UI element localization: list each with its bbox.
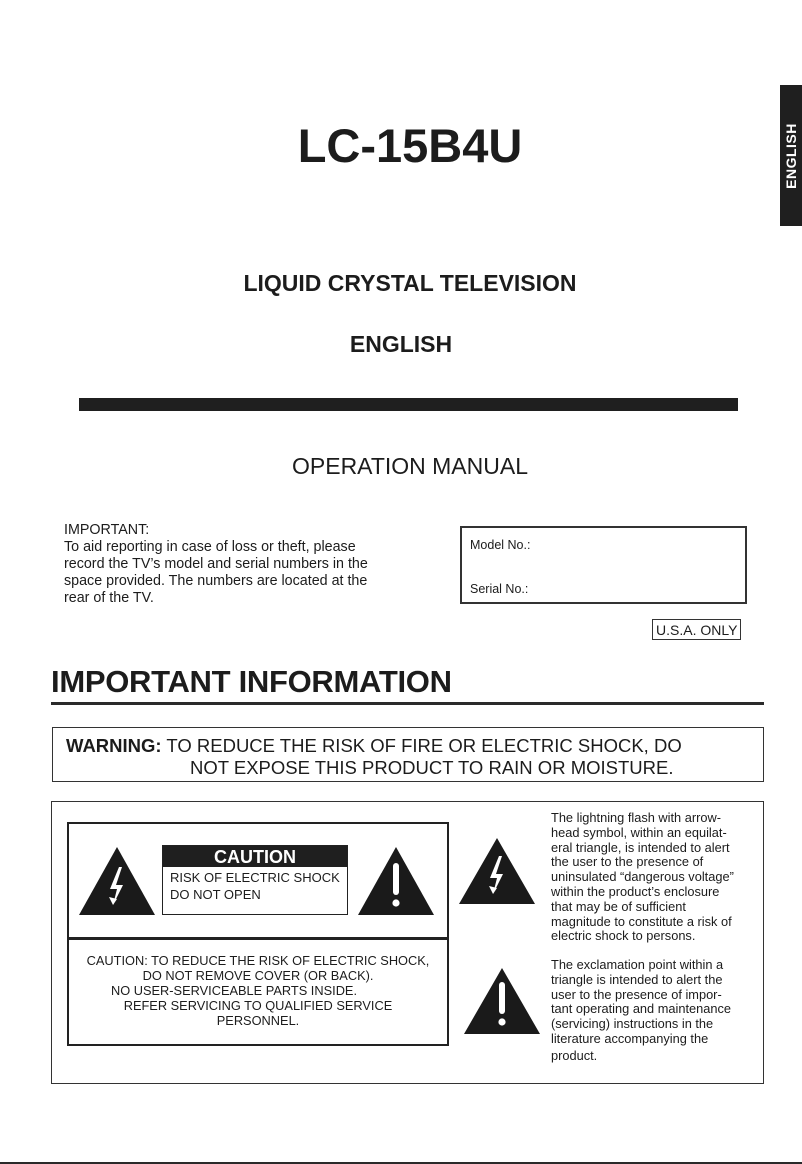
caution-instruction-line: CAUTION: TO REDUCE THE RISK OF ELECTRIC SHOCK,: [86, 953, 430, 968]
caution-label-header: CAUTION: [163, 846, 347, 867]
cover-divider-bar: [79, 398, 738, 411]
description-line: uninsulated “dangerous voltage”: [551, 869, 734, 885]
warning-line-1: [66, 735, 682, 757]
warning-label: WARNING:: [66, 735, 162, 756]
region-badge: U.S.A. ONLY: [652, 619, 741, 640]
warning-text-1: TO REDUCE THE RISK OF FIRE OR ELECTRIC SHOCK, DO: [161, 735, 682, 756]
important-note-line: To aid reporting in case of loss or theft, please: [64, 539, 356, 555]
description-line: user to the presence of impor-: [551, 986, 722, 1002]
description-line: head symbol, within an equilat-: [551, 824, 727, 840]
caution-panel-divider: [67, 937, 449, 940]
language-heading: ENGLISH: [349, 331, 453, 357]
caution-instruction-line: PERSONNEL.: [216, 1013, 300, 1028]
model-number-title: LC-15B4U: [297, 119, 523, 172]
caution-instruction-line: REFER SERVICING TO QUALIFIED SERVICE: [123, 998, 393, 1013]
exclamation-symbol-description: [551, 958, 761, 1064]
caution-instruction-line: DO NOT REMOVE COVER (OR BACK).: [142, 968, 374, 983]
important-note-line: rear of the TV.: [64, 590, 154, 606]
description-line: product.: [551, 1047, 598, 1063]
description-line: (servicing) instructions in the: [551, 1016, 714, 1032]
lightning-triangle-icon: [457, 836, 537, 906]
description-line: the user to the presence of: [551, 854, 704, 870]
important-note-line: record the TV’s model and serial numbers in the: [64, 556, 368, 572]
warning-text-2: NOT EXPOSE THIS PRODUCT TO RAIN OR MOISTURE.: [190, 757, 674, 778]
description-line: electric shock to persons.: [551, 928, 696, 944]
caution-instruction-line: NO USER-SERVICEABLE PARTS INSIDE.: [110, 983, 358, 998]
description-line: The lightning flash with arrow-: [551, 810, 721, 825]
description-line: magnitude to constitute a risk of: [551, 913, 732, 929]
description-line: tant operating and maintenance: [551, 1001, 731, 1017]
lightning-triangle-icon: [77, 845, 157, 917]
caution-instructions: [70, 953, 446, 1028]
caution-label-line: RISK OF ELECTRIC SHOCK: [170, 870, 340, 885]
model-number-label: Model No.:: [470, 538, 531, 552]
description-line: eral triangle, is intended to alert: [551, 839, 730, 855]
record-box: [460, 526, 747, 604]
exclamation-triangle-icon: [462, 966, 542, 1036]
section-rule: [51, 702, 764, 705]
description-line: literature accompanying the: [551, 1030, 709, 1046]
exclamation-triangle-icon: [356, 845, 436, 917]
description-line: within the product’s enclosure: [551, 883, 720, 899]
section-title: IMPORTANT INFORMATION: [51, 664, 452, 699]
description-line: The exclamation point within a: [551, 957, 724, 972]
description-line: that may be of sufficient: [551, 898, 686, 914]
caution-label-line: DO NOT OPEN: [170, 887, 261, 902]
description-line: triangle is intended to alert the: [551, 971, 723, 987]
important-note: [64, 522, 414, 607]
product-type-heading: LIQUID CRYSTAL TELEVISION: [243, 270, 577, 296]
serial-number-label: Serial No.:: [470, 582, 529, 596]
language-side-tab-label: ENGLISH: [783, 122, 799, 189]
important-note-line: space provided. The numbers are located at the: [64, 573, 368, 589]
important-note-heading: IMPORTANT:: [64, 522, 150, 538]
lightning-symbol-description: [551, 811, 761, 944]
manual-title: OPERATION MANUAL: [292, 453, 528, 479]
